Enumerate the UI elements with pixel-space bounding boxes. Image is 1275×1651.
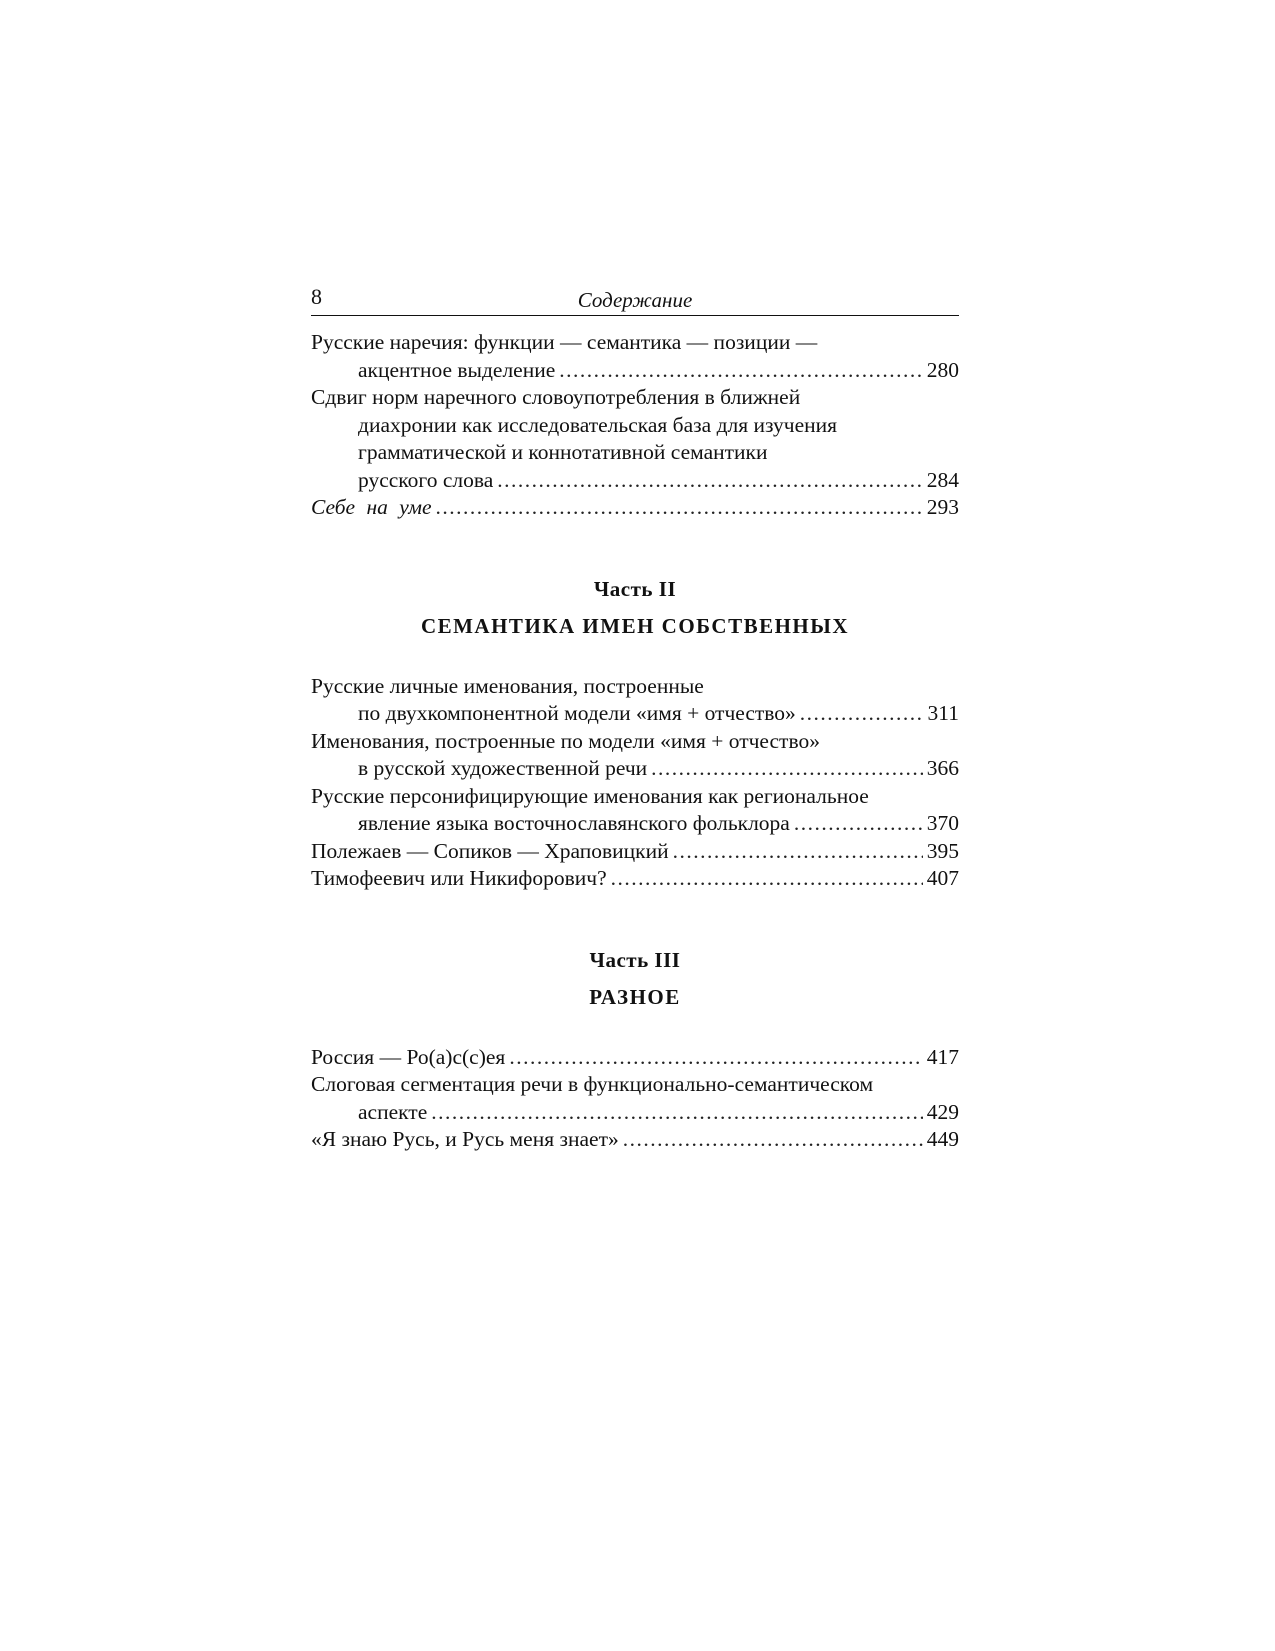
toc-page-number: 429 <box>926 1099 959 1124</box>
toc-section-2 <box>311 673 959 893</box>
toc-entry[interactable] <box>311 865 959 893</box>
toc-entry-line: диахронии как исследовательская база для изучения <box>358 412 838 437</box>
toc-page-number: 407 <box>926 866 959 890</box>
dot-leader <box>559 357 922 385</box>
dot-leader <box>497 467 923 495</box>
toc-page-number: 284 <box>926 467 959 492</box>
toc-page-number: 280 <box>926 357 959 382</box>
toc-entry-line: Тимофеевич или Никифорович? <box>311 866 607 890</box>
dot-leader <box>651 755 923 783</box>
toc-entry-line: акцентное выделение <box>358 357 556 382</box>
part-label: Часть II <box>593 576 677 601</box>
toc-page-number: 366 <box>926 756 959 780</box>
toc-entry-line: Русские личные именования, построенные <box>311 673 704 698</box>
page-number: 8 <box>311 284 322 309</box>
toc-entry[interactable] <box>311 838 959 866</box>
toc-entry-line: явление языка восточнославянского фольклора <box>358 811 790 835</box>
dot-leader <box>673 838 923 866</box>
toc-entry[interactable] <box>311 1126 959 1154</box>
toc-entry-line: Слоговая сегментация речи в функционально-семантическом <box>311 1072 874 1096</box>
dot-leader <box>611 865 923 893</box>
toc-entry[interactable] <box>311 329 959 384</box>
toc-page-number: 293 <box>926 495 959 519</box>
toc-page-number: 449 <box>926 1127 959 1151</box>
running-title: Содержание <box>577 288 693 312</box>
part-heading <box>311 575 959 641</box>
toc-section-3 <box>311 1044 959 1154</box>
toc-entry[interactable] <box>311 494 959 522</box>
toc-entry-line: Русские наречия: функции — семантика — позиции — <box>311 330 818 354</box>
dot-leader <box>509 1044 922 1072</box>
toc-entry-line: Россия — Ро(а)с(с)ея <box>311 1044 506 1069</box>
toc-page-number: 417 <box>926 1044 959 1069</box>
toc-entry-line: аспекте <box>358 1099 428 1124</box>
dot-leader <box>431 1099 923 1127</box>
toc-page-number: 395 <box>926 838 959 863</box>
toc-entry-line: Себе на уме <box>311 495 432 519</box>
toc-entry[interactable] <box>311 384 959 494</box>
toc-page-number: 311 <box>927 701 959 725</box>
toc-entry-line: Полежаев — Сопиков — Храповицкий <box>311 838 669 863</box>
part-heading <box>311 946 959 1012</box>
toc-entry-line: в русской художественной речи <box>358 756 648 780</box>
toc-entry-line: «Я знаю Русь, и Русь меня знает» <box>311 1127 619 1151</box>
toc-entry[interactable] <box>311 1071 959 1126</box>
part-label: Часть III <box>589 947 681 972</box>
text-column <box>311 284 959 1154</box>
dot-leader <box>794 810 923 838</box>
toc-entry-line: Русские персонифицирующие именования как региональное <box>311 783 869 808</box>
dot-leader <box>800 700 924 728</box>
toc-entry-line: по двухкомпонентной модели «имя + отчество» <box>358 701 796 725</box>
toc-entry[interactable] <box>311 783 959 838</box>
part-title: РАЗНОЕ <box>589 984 681 1009</box>
part-title: СЕМАНТИКА ИМЕН СОБСТВЕННЫХ <box>420 613 850 638</box>
toc-section-1 <box>311 329 959 522</box>
dot-leader <box>623 1126 923 1154</box>
toc-page-number: 370 <box>926 811 959 835</box>
running-head <box>311 284 959 316</box>
toc-entry[interactable] <box>311 673 959 728</box>
toc-entry-line: грамматической и коннотативной семантики <box>358 440 768 464</box>
toc-entry-line: Сдвиг норм наречного словоупотребления в ближней <box>311 385 801 409</box>
toc-entry[interactable] <box>311 728 959 783</box>
toc-entry-line: русского слова <box>358 467 494 492</box>
toc-entry-line: Именования, построенные по модели «имя + отчество» <box>311 728 820 753</box>
dot-leader <box>436 494 923 522</box>
toc-entry[interactable] <box>311 1044 959 1072</box>
